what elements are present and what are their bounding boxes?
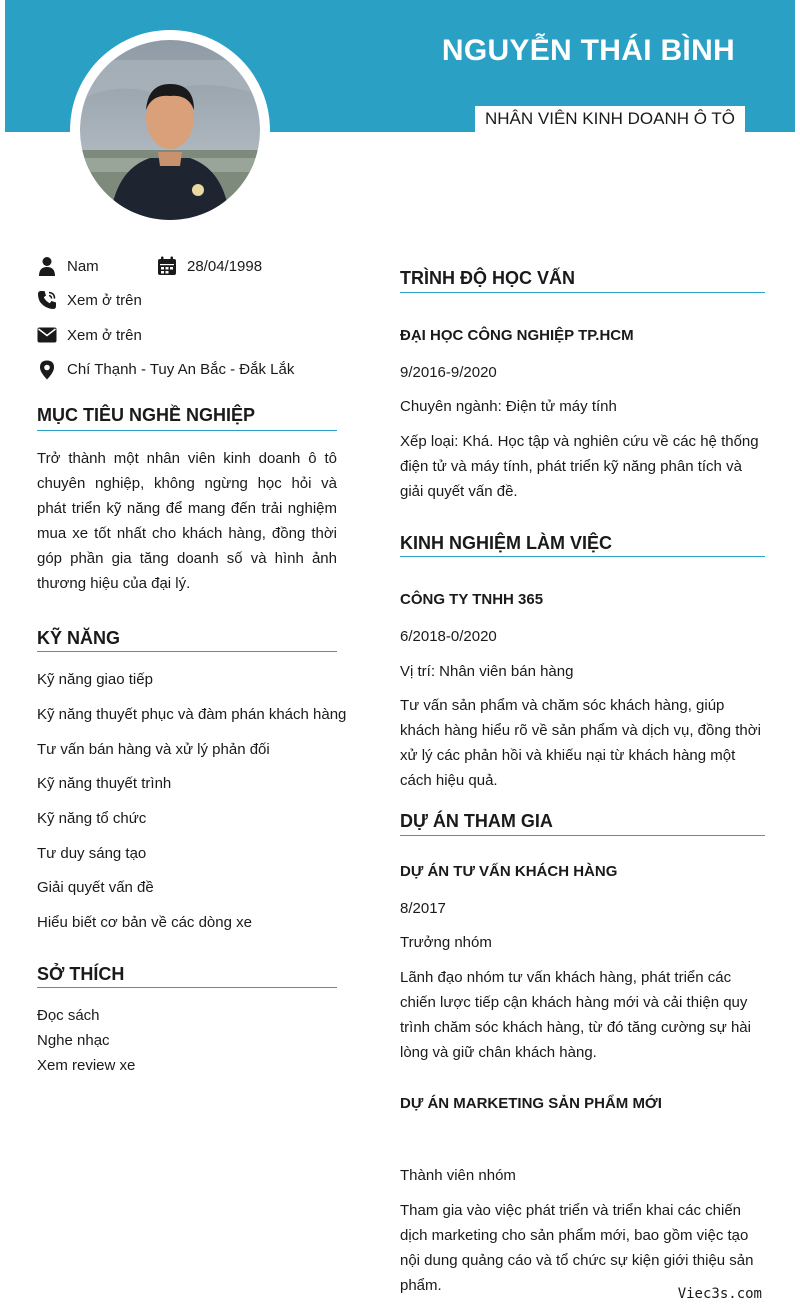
experience-title: KINH NGHIỆM LÀM VIỆC [400,533,613,553]
skill-item: Giải quyết vấn đề [37,879,154,896]
education-period: 9/2016-9/2020 [400,364,497,381]
project-role: Thành viên nhóm [400,1167,516,1184]
address-value: Chí Thạnh - Tuy An Bắc - Đắk Lắk [67,361,295,378]
experience-company: CÔNG TY TNHH 365 [400,591,544,608]
project-description: Lãnh đạo nhóm tư vấn khách hàng, phát triển các chiến lược tiếp cận khách hàng mới và cải thiện quy trình chăm sóc khách hàng, từ đó tăng cường sự hài lòng và giữ chân khách hàng. [400,969,751,1061]
skill-item: Kỹ năng thuyết phục và đàm phán khách hàng [37,706,347,723]
projects-title: DỰ ÁN THAM GIA [400,811,553,831]
skill-item: Hiểu biết cơ bản về các dòng xe [37,914,252,931]
avatar [80,40,260,220]
education-title: TRÌNH ĐỘ HỌC VẤN [400,268,575,288]
education-major: Chuyên ngành: Điện tử máy tính [400,398,617,415]
project-name: DỰ ÁN TƯ VẤN KHÁCH HÀNG [400,863,618,880]
experience-period: 6/2018-0/2020 [400,628,497,645]
projects-rule [400,835,765,836]
education-school: ĐẠI HỌC CÔNG NGHIỆP TP.HCM [400,327,634,344]
hobby-item: Đọc sách [37,1007,100,1024]
phone-value: Xem ở trên [67,292,142,309]
objective-text: Trở thành một nhân viên kinh doanh ô tô chuyên nghiệp, không ngừng học hỏi và phát triển kỹ năng để mang đến trải nghiệm mua xe tốt nhất cho khách hàng, đồng thời góp phần gia tăng doanh số và hình ảnh thương hiệu của đại lý. [37,450,337,592]
gender-value: Nam [67,258,99,275]
experience-rule [400,556,765,557]
dob-value: 28/04/1998 [187,258,263,275]
location-pin-icon [37,360,57,380]
skill-item: Kỹ năng thuyết trình [37,775,172,792]
hobbies-rule [37,987,337,988]
experience-description: Tư vấn sản phẩm và chăm sóc khách hàng, giúp khách hàng hiểu rõ về sản phẩm và dịch vụ, đồng thời xử lý các phản hồi và khiếu nại từ khách hàng một cách hiệu quả. [400,697,761,789]
objective-title: MỤC TIÊU NGHỀ NGHIỆP [37,405,256,425]
person-icon [37,256,57,276]
envelope-icon [37,325,57,345]
project-description: Tham gia vào việc phát triển và triển khai các chiến dịch marketing cho sản phẩm mới, bao gồm việc tạo nội dung quảng cáo và tổ chức sự kiện giới thiệu sản phẩm. [400,1202,754,1294]
project-name: DỰ ÁN MARKETING SẢN PHẨM MỚI [400,1095,662,1112]
hobby-item: Xem review xe [37,1057,136,1074]
footer-watermark: Viec3s.com [677,1286,762,1302]
phone-icon [37,290,57,310]
hobby-item: Nghe nhạc [37,1032,110,1049]
project-period: 8/2017 [400,900,446,917]
skill-item: Tư duy sáng tạo [37,845,147,862]
candidate-name: NGUYỄN THÁI BÌNH [441,34,735,67]
skill-item: Kỹ năng giao tiếp [37,671,153,688]
hobbies-title: SỞ THÍCH [37,964,125,984]
skills-rule [37,651,337,652]
education-description: Xếp loại: Khá. Học tập và nghiên cứu về các hệ thống điện tử và máy tính, phát triển kỹ năng phân tích và giải quyết vấn đề. [400,433,759,500]
skill-item: Kỹ năng tổ chức [37,810,147,827]
objective-rule [37,430,337,431]
education-rule [400,292,765,293]
job-title: NHÂN VIÊN KINH DOANH Ô TÔ [475,106,745,132]
skills-title: KỸ NĂNG [37,628,121,648]
skill-item: Tư vấn bán hàng và xử lý phản đối [37,741,270,758]
calendar-icon [157,256,177,276]
email-value: Xem ở trên [67,327,142,344]
project-role: Trưởng nhóm [400,934,492,951]
experience-position: Vị trí: Nhân viên bán hàng [400,663,574,680]
